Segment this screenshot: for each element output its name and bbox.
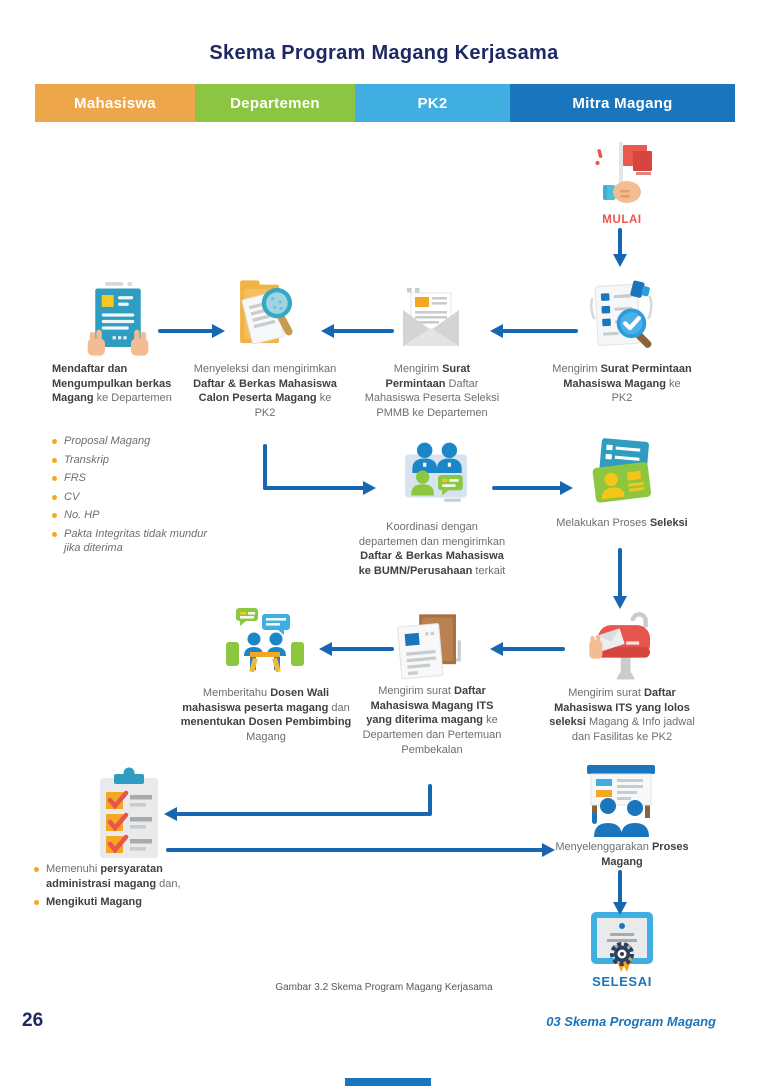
mailbox-icon (584, 610, 664, 688)
text-segment: Daftar Mahasiswa ITS yang lolos seleksi (549, 687, 690, 729)
mitra-lolos-text (540, 686, 704, 745)
text-segment: terkait (472, 565, 506, 578)
bullet-item (52, 434, 210, 449)
certificate-icon (588, 910, 656, 974)
presentation-people-icon (580, 760, 662, 838)
text-segment: Mengirim surat (378, 685, 454, 697)
bullet-item (52, 471, 210, 486)
column-mahasiswa (35, 84, 195, 122)
text-segment: Mendaftar dan Mengumpulkan berkas Magang (52, 363, 172, 405)
pk2-diterima-text (362, 684, 502, 758)
node-pk2-surat (392, 286, 470, 358)
node-dep-dosen (224, 606, 306, 682)
node-mitra-surat (584, 278, 660, 356)
mhs-magang-bullets (34, 862, 230, 914)
bullet-text (46, 895, 142, 910)
bullet-item (52, 527, 210, 556)
text-segment: Daftar Mahasiswa Magang ITS yang diterima magang (366, 685, 494, 727)
mhs-daftar-text (52, 362, 180, 406)
text-segment: Seleksi (649, 517, 688, 529)
text-segment: Mengirim (552, 363, 601, 375)
text-segment: Memenuhi (46, 863, 101, 875)
column-label: Mahasiswa (74, 94, 156, 112)
page-title: Skema Program Magang Kerjasama (209, 42, 559, 64)
text-segment: Daftar & Berkas Mahasiswa Calon Peserta Magang (193, 377, 337, 405)
bullet-text: Transkrip (64, 453, 110, 466)
text-segment: Magang & Info jadwal dan Fasilitas ke PK2 (571, 716, 695, 744)
bullet-dot (52, 513, 57, 518)
node-mhs-daftar (78, 282, 158, 360)
open-envelope-icon (392, 286, 470, 358)
text-segment: Surat Permintaan (385, 363, 471, 390)
column-label: PK2 (417, 94, 448, 112)
text-segment: menentukan Dosen Pembimbing (180, 716, 352, 729)
node-mitra-seleksi (584, 436, 662, 510)
bullet-text: CV (64, 490, 80, 503)
meeting-people-icon (396, 438, 476, 512)
mhs-daftar-bullets (52, 434, 210, 560)
bullet-item (52, 490, 210, 505)
brown-envelope-letter-icon (390, 610, 470, 688)
start-label: MULAI (602, 214, 642, 226)
node-mitra-proses (580, 760, 662, 838)
text-segment: Daftar & Berkas Mahasiswa ke BUMN/Perusahaan (358, 550, 504, 578)
bullet-dot (52, 476, 57, 481)
text-segment: persyaratan administrasi magang (46, 863, 163, 890)
text-segment: Memberitahu (202, 687, 271, 699)
node-dep-seleksi (226, 276, 304, 354)
footer-accent-bar (345, 1078, 431, 1086)
mitra-proses-text (540, 840, 704, 869)
text-segment: dan, (156, 877, 181, 890)
text-segment: Melakukan Proses (556, 517, 650, 529)
bullet-dot (52, 532, 57, 537)
bullet-text: No. HP (64, 509, 100, 522)
node-pk2-koordinasi (396, 438, 476, 512)
bullet-text: Proposal Magang (64, 435, 151, 447)
mitra-seleksi-text (540, 516, 704, 531)
text-segment: Mengirim surat (568, 687, 644, 699)
mitra-surat-text (552, 362, 692, 406)
text-segment: ke Departemen (93, 392, 172, 405)
text-segment: Surat Permintaan Mahasiswa Magang (563, 363, 692, 390)
dep-dosen-text (180, 686, 352, 745)
text-segment: dan (328, 701, 350, 714)
bullet-dot (52, 495, 57, 500)
column-departemen (195, 84, 355, 122)
text-segment: Mengirim (393, 363, 443, 375)
text-segment: Mengikuti Magang (46, 896, 142, 909)
checklist-icon (90, 766, 168, 864)
bullet-text (46, 862, 230, 891)
bullet-dot (52, 439, 57, 444)
pk2-surat-text (364, 362, 500, 421)
text-segment: Magang (246, 731, 286, 744)
text-segment: Menyelenggarakan (555, 841, 652, 853)
column-label: Departemen (230, 94, 320, 112)
text-segment: ke PK2 (611, 377, 681, 405)
bullet-dot (52, 458, 57, 463)
text-segment: Proses Magang (601, 841, 689, 868)
column-mitra-magang (510, 84, 735, 122)
text-segment: Dosen Wali mahasiswa peserta magang (182, 687, 330, 714)
bullet-dot (34, 867, 39, 872)
bullet-text: FRS (64, 472, 86, 485)
hands-document-icon (78, 282, 158, 360)
node-end (588, 910, 656, 974)
bullet-item (34, 895, 230, 910)
page-number: 26 (22, 1010, 44, 1031)
bullet-item (52, 508, 210, 523)
column-pk2 (355, 84, 510, 122)
id-card-icon (584, 436, 662, 510)
column-header-bar (35, 84, 735, 122)
node-mitra-lolos (584, 610, 664, 688)
folder-magnifier-icon (226, 276, 304, 354)
bullet-text: Pakta Integritas tidak mundur jika diterima (64, 527, 208, 555)
table-discussion-icon (224, 606, 306, 682)
end-label: SELESAI (592, 974, 652, 989)
dep-seleksi-text (188, 362, 342, 421)
pk2-koordinasi-text (358, 520, 506, 579)
text-segment: ke Departemen dan Pertemuan Pembekalan (362, 714, 502, 756)
text-segment: Koordinasi dengan departemen dan mengirimkan (358, 521, 506, 548)
bullet-item (34, 862, 230, 891)
flag-icon (586, 140, 658, 212)
text-segment: ke PK2 (254, 392, 332, 420)
bullet-item (52, 453, 210, 468)
column-label: Mitra Magang (572, 94, 673, 112)
node-mhs-magang (90, 766, 168, 864)
figure-caption: Gambar 3.2 Skema Program Magang Kerjasama (275, 982, 493, 993)
document-check-magnifier-icon (584, 278, 660, 356)
text-segment: Daftar Mahasiswa Peserta Seleksi PMMB ke Departemen (364, 377, 500, 420)
footer-section-title: 03 Skema Program Magang (546, 1014, 716, 1029)
node-start (586, 140, 658, 212)
node-pk2-diterima (390, 610, 470, 688)
bullet-dot (34, 900, 39, 905)
text-segment: Menyeleksi dan mengirimkan (193, 363, 337, 375)
